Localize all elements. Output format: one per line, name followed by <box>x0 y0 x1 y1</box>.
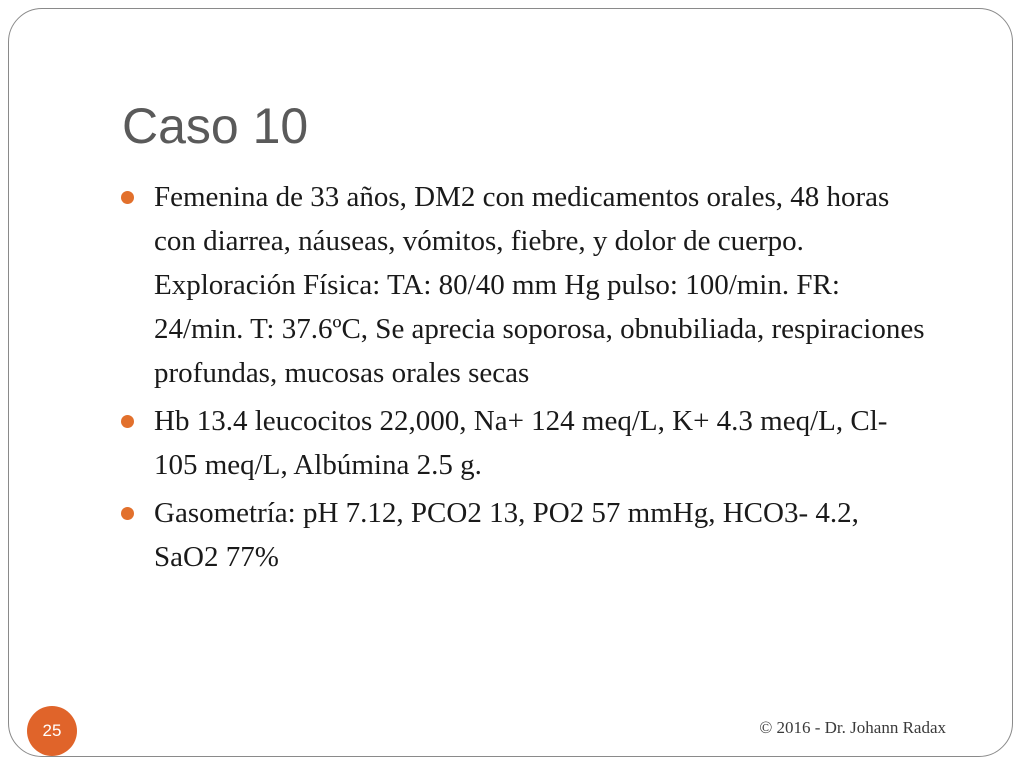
bullet-list <box>117 175 927 583</box>
slide-frame <box>8 8 1013 757</box>
bullet-item <box>117 491 927 579</box>
footer-copyright: © 2016 - Dr. Johann Radax <box>759 718 946 737</box>
bullet-dot-icon <box>121 507 134 520</box>
bullet-text: Femenina de 33 años, DM2 con medicamentos orales, 48 horas con diarrea, náuseas, vómitos, fiebre, y dolor de cuerpo. Exploración Física: TA: 80/40 mm Hg pulso: 100/min. FR: 24/min. T: 37.6ºC, Se aprecia soporosa, obnubiliada, respiraciones profundas, mucosas orales secas <box>154 181 925 389</box>
bullet-item <box>117 399 927 487</box>
bullet-text: Gasometría: pH 7.12, PCO2 13, PO2 57 mmHg, HCO3- 4.2, SaO2 77% <box>154 497 859 573</box>
slide-title: Caso 10 <box>122 98 309 154</box>
bullet-dot-icon <box>121 191 134 204</box>
bullet-dot-icon <box>121 415 134 428</box>
bullet-item <box>117 175 927 395</box>
page-number-badge: 25 <box>27 706 77 756</box>
bullet-text: Hb 13.4 leucocitos 22,000, Na+ 124 meq/L, K+ 4.3 meq/L, Cl- 105 meq/L, Albúmina 2.5 g. <box>154 405 888 481</box>
